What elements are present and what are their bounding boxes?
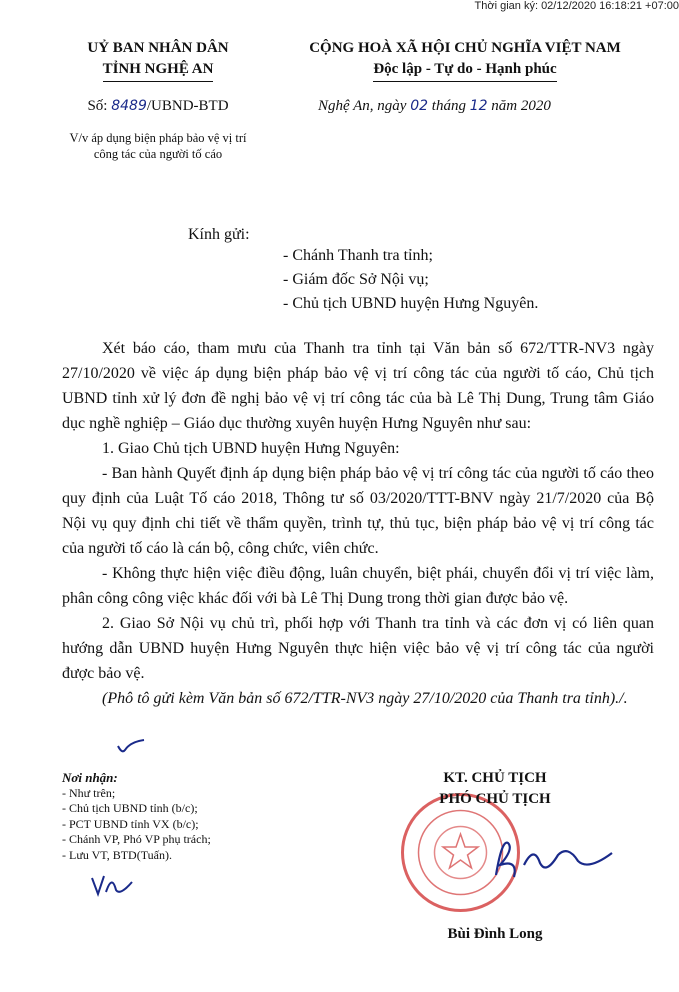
document-subject: [38, 130, 278, 162]
doc-number-handwritten: 8489: [111, 98, 147, 114]
body-paragraph: - Ban hành Quyết định áp dụng biện pháp bảo vệ vị trí công tác của người tố cáo theo quy định của Luật Tố cáo 2018, Thông tư số 03/2020/TTT-BNV ngày 21/7/2020 của Bộ Nội vụ quy định chi tiết về thẩm quyền, trình tự, thủ tục, biện pháp bảo vệ vị trí công tác của người tố cáo là cán bộ, công chức, viên chức.: [62, 465, 654, 557]
handwritten-initials: [88, 872, 138, 898]
body-paragraph: 1. Giao Chủ tịch UBND huyện Hưng Nguyên:: [102, 440, 400, 457]
signature-timestamp: Thời gian ký: 02/12/2020 16:18:21 +07:00: [474, 0, 679, 12]
handwritten-signature: [488, 835, 618, 885]
receiver-item: - Lưu VT, BTD(Tuấn).: [62, 847, 172, 862]
month-label: tháng: [431, 98, 466, 114]
subject-line-2: công tác của người tố cáo: [93, 147, 223, 161]
doc-number-prefix: Số:: [87, 98, 108, 114]
subject-line-1: V/v áp dụng biện pháp bảo vệ vị trí: [69, 131, 247, 145]
nation-motto: Độc lập - Tự do - Hạnh phúc: [373, 59, 556, 82]
issuing-authority: [38, 38, 278, 82]
greeting: Kính gửi:: [188, 226, 250, 243]
approval-check-mark: [116, 738, 146, 756]
place-text: Nghệ An, ngày: [318, 98, 407, 114]
recipient-item: - Chánh Thanh tra tỉnh;: [283, 247, 433, 264]
recipient-list: [283, 244, 538, 316]
authority-line-1: UỶ BAN NHÂN DÂN: [87, 40, 229, 56]
receiver-item: - PCT UBND tỉnh VX (b/c);: [62, 816, 199, 831]
receiver-item: - Chánh VP, Phó VP phụ trách;: [62, 832, 211, 846]
body-paragraph: 2. Giao Sở Nội vụ chủ trì, phối hợp với Thanh tra tỉnh và các đơn vị có liên quan hướng dẫn UBND huyện Hưng Nguyên thực hiện việc bảo vệ vị trí công tác của người được bảo vệ.: [62, 615, 654, 682]
recipient-item: - Chủ tịch UBND huyện Hưng Nguyên.: [283, 295, 539, 312]
receiver-item: - Như trên;: [62, 785, 116, 800]
body-paragraph: Xét báo cáo, tham mưu của Thanh tra tỉnh tại Văn bản số 672/TTR-NV3 ngày 27/10/2020 về việc áp dụng biện pháp bảo vệ vị trí công tác của người tố cáo, Chủ tịch UBND tỉnh xử lý đơn đề nghị bảo vệ vị trí công tác của bà Lê Thị Dung, Trung tâm Giáo dục nghề nghiệp – Giáo dục thường xuyên huyện Hưng Nguyên như sau:: [62, 340, 654, 432]
attachment-note: (Phô tô gửi kèm Văn bản số 672/TTR-NV3 ngày 27/10/2020 của Thanh tra tỉnh)./.: [102, 690, 628, 707]
date-year: năm 2020: [491, 98, 551, 114]
document-number: [38, 98, 278, 115]
signature-title-line-1: KT. CHỦ TỊCH: [443, 770, 547, 786]
national-heading: [280, 38, 650, 82]
receiver-item: - Chủ tịch UBND tỉnh (b/c);: [62, 801, 198, 815]
nation-line-1: CỘNG HOÀ XÃ HỘI CHỦ NGHĨA VIỆT NAM: [309, 40, 621, 56]
signature-title-line-2: PHÓ CHỦ TỊCH: [439, 791, 551, 807]
place-and-date: [318, 98, 658, 115]
signer-name: Bùi Đình Long: [447, 926, 543, 942]
date-day: 02: [410, 98, 429, 114]
body-paragraph: - Không thực hiện việc điều động, luân chuyển, biệt phái, chuyển đổi vị trí việc làm, phân công công việc khác đối với bà Lê Thị Dung trong thời gian được bảo vệ.: [62, 565, 654, 607]
authority-line-2: TỈNH NGHỆ AN: [103, 59, 214, 82]
receivers-title: Nơi nhận:: [62, 770, 118, 785]
date-month: 12: [469, 98, 488, 114]
document-body: [62, 336, 654, 711]
doc-number-suffix: /UBND-BTD: [146, 98, 229, 114]
receivers-block: [62, 770, 211, 863]
recipient-item: - Giám đốc Sở Nội vụ;: [283, 271, 429, 288]
signature-title: [385, 768, 605, 810]
